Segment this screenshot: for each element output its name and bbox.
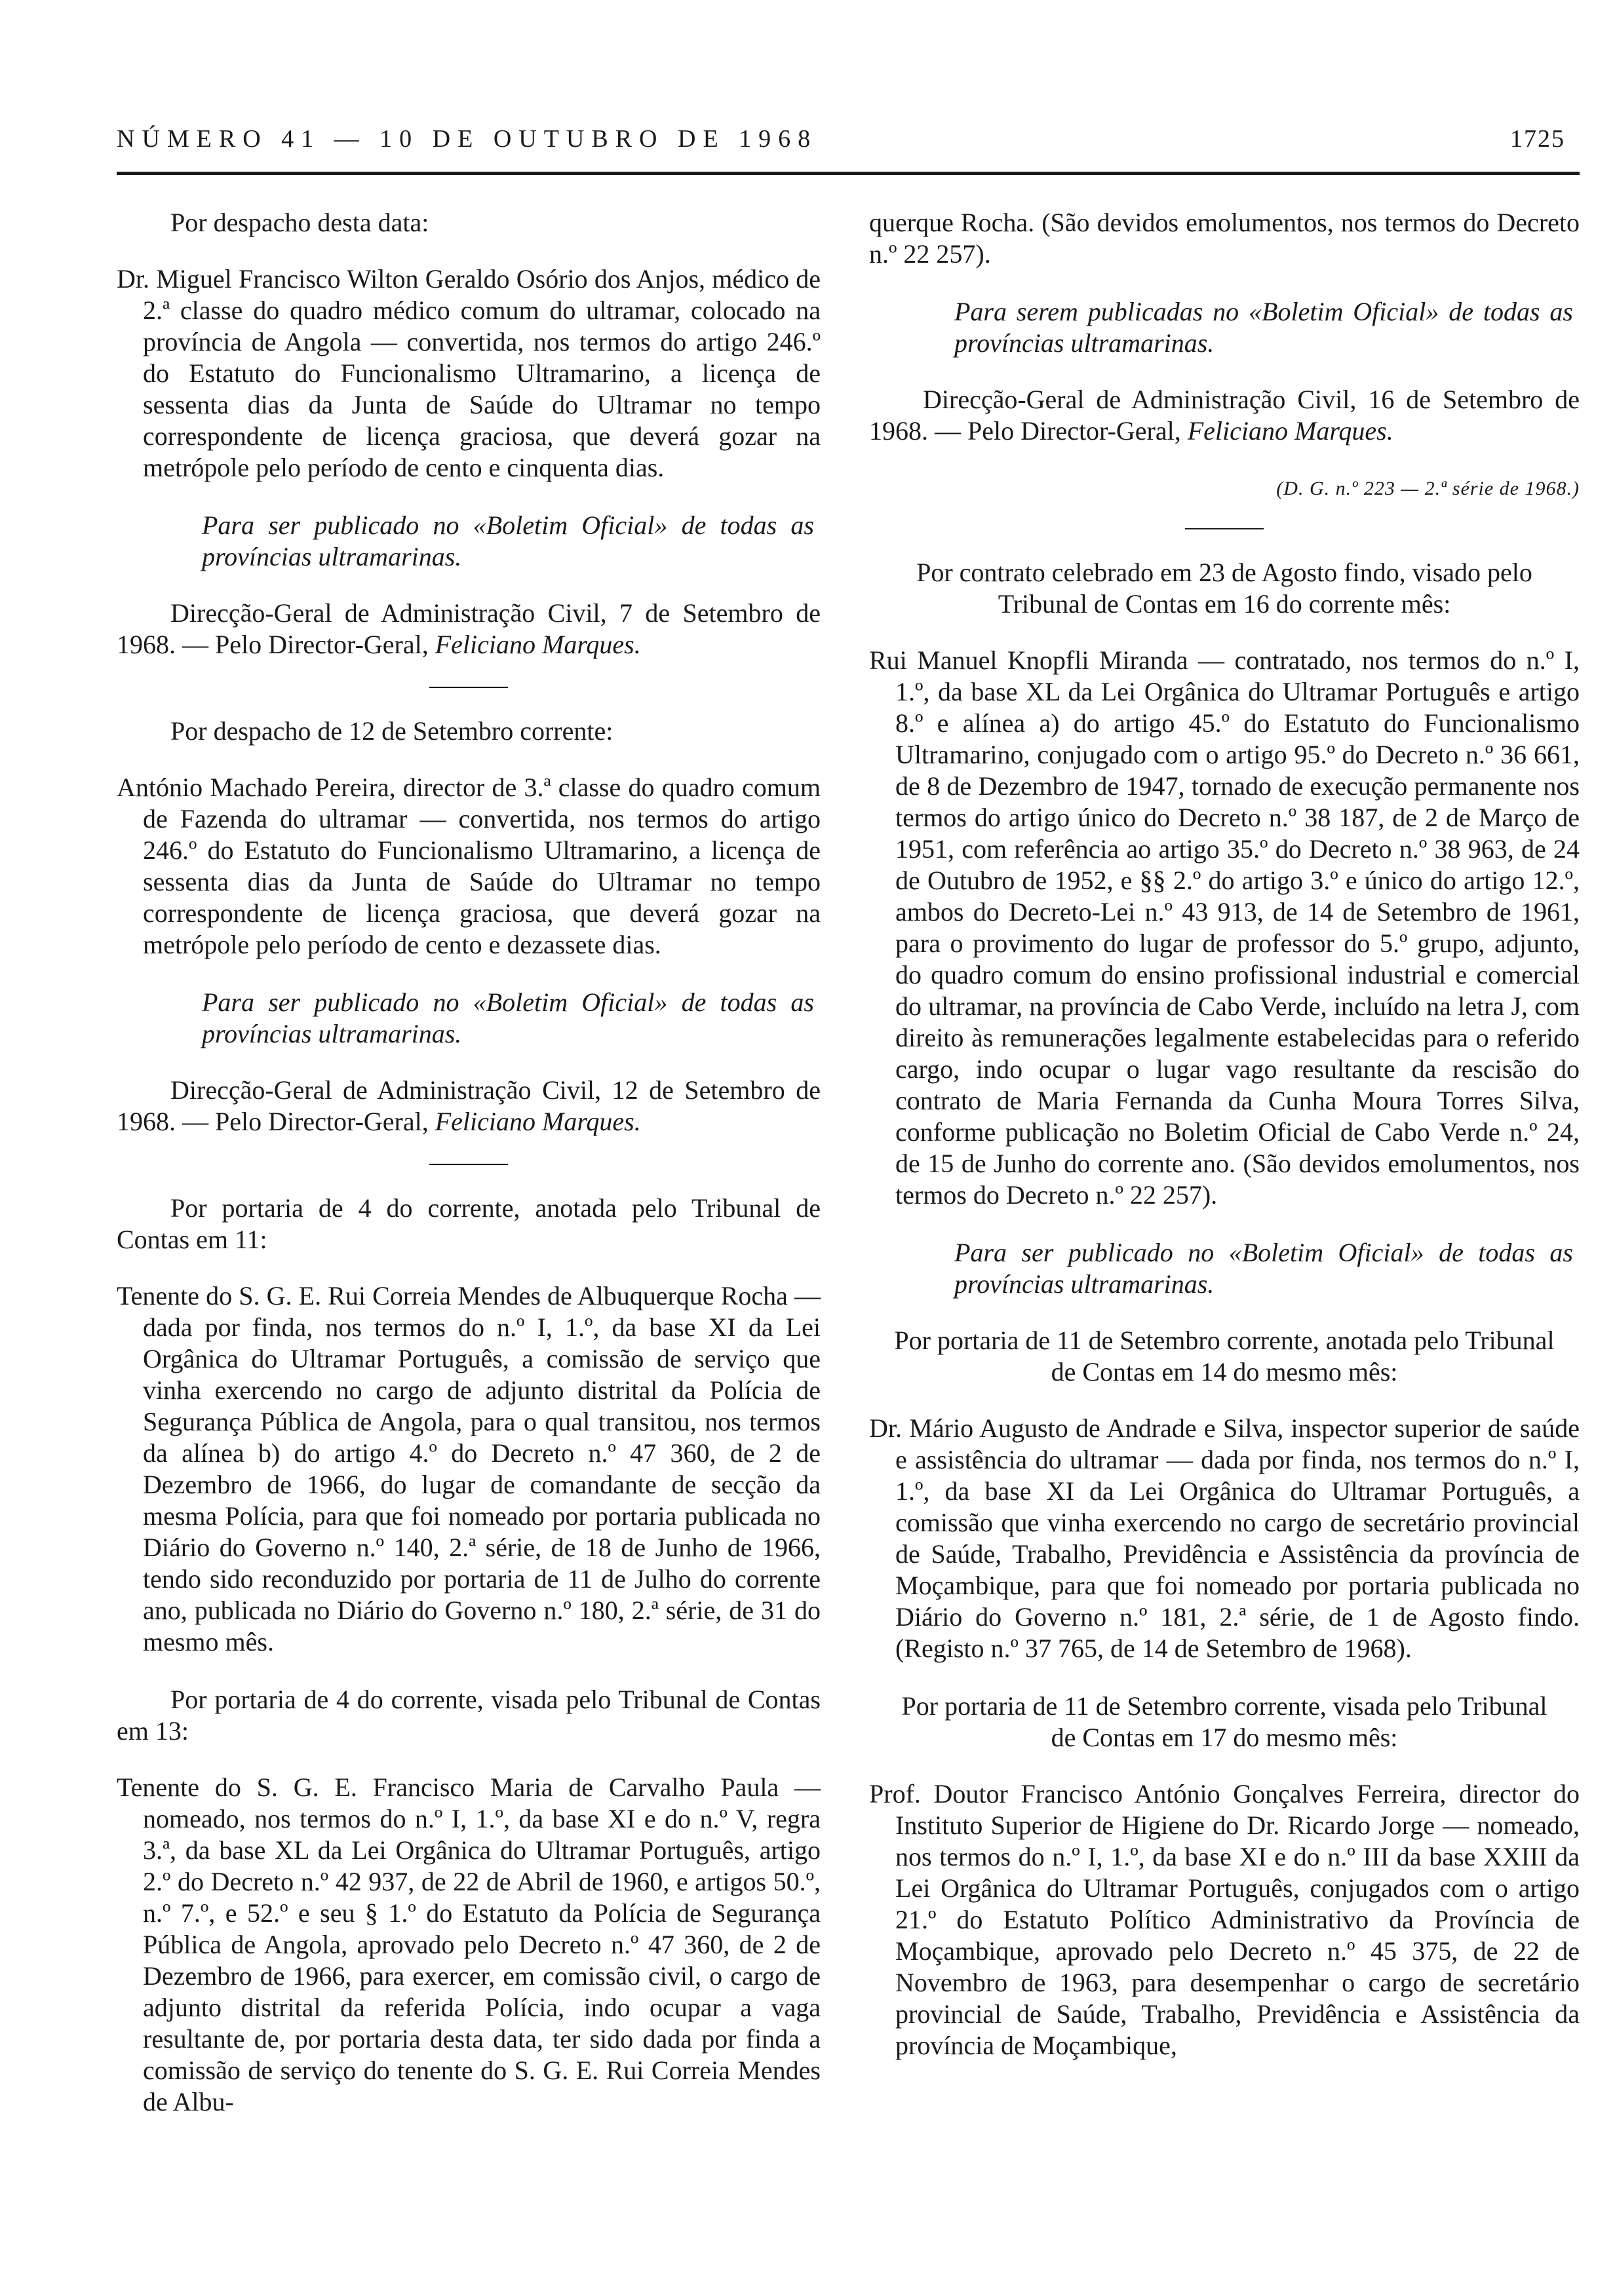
gazette-reference: (D. G. n.º 223 — 2.ª série de 1968.) (1276, 478, 1580, 499)
signature-line (117, 1075, 821, 1138)
section-separator (1185, 528, 1264, 529)
section-separator (429, 1164, 508, 1165)
signature-text: Direcção-Geral de Administração Civil, 12 de Setembro de 1968. — Pelo Director-Geral, (117, 1075, 821, 1136)
header-rule (117, 172, 1580, 175)
appointment-entry: Prof. Doutor Francisco António Gonçalves Ferreira, director do Instituto Superior de Higiene do Dr. Ricardo Jorge — nomeado, nos termos do n.º I, 1.º, da base XI e do n.º III da base XXIII da Lei Orgânica do Ultramar Português, conjugados com o artigo 21.º do Estatuto Político Administrativo da Província de Moçambique, aprovado pelo Decreto n.º 45 375, de 22 de Novembro de 1963, para desempenhar o cargo de secretário provincial de Saúde, Trabalho, Previdência e Assistência da província de Moçambique, (869, 1779, 1580, 2060)
signatory-name: Feliciano Marques. (435, 630, 641, 659)
section-intro: Por portaria de 11 de Setembro corrente, anotada pelo Tribunal de Contas em 14 do mesmo mês: (894, 1326, 1555, 1387)
publication-note: Para ser publicado no «Boletim Oficial» de todas as províncias ultramarinas. (202, 987, 814, 1048)
publication-note: Para ser publicado no «Boletim Oficial» de todas as províncias ultramarinas. (202, 510, 814, 571)
section-intro: Por portaria de 11 de Setembro corrente, visada pelo Tribunal de Contas em 17 do mesmo mês: (901, 1691, 1547, 1752)
section-intro: Por portaria de 4 do corrente, anotada pelo Tribunal de Contas em 11: (117, 1193, 821, 1254)
left-column (117, 207, 821, 2144)
appointment-entry: Tenente do S. G. E. Francisco Maria de Carvalho Paula — nomeado, nos termos do n.º I, 1.º, da base XI e do n.º V, regra 3.ª, da base XL da Lei Orgânica do Ultramar Português, artigo 2.º do Decreto n.º 42 937, de 22 de Abril de 1960, e artigos 50.º, n.º 7.º, e 52.º e seu § 1.º do Estatuto da Polícia de Segurança Pública de Angola, aprovado pelo Decreto n.º 47 360, de 2 de Dezembro de 1966, para exercer, em comissão civil, o cargo de adjunto distrital da referida Polícia, indo ocupar a vaga resultante de, por portaria desta data, ter sido dada por finda a comissão de serviço do tenente do S. G. E. Rui Correia Mendes de Albu- (117, 1772, 821, 2116)
signature-text: Direcção-Geral de Administração Civil, 7 de Setembro de 1968. — Pelo Director-Geral, (117, 598, 821, 659)
page-header (117, 123, 1565, 155)
appointment-entry: Rui Manuel Knopfli Miranda — contratado, nos termos do n.º I, 1.º, da base XL da Lei Orgânica do Ultramar Português e artigo 8.º e alínea a) do artigo 45.º do Estatuto do Funcionalismo Ultramarino, conjugado com o artigo 95.º do Decreto n.º 36 661, de 8 de Dezembro de 1947, tornado de execução permanente nos termos do artigo único do Decreto n.º 38 187, de 2 de Março de 1951, com referência ao artigo 35.º do Decreto n.º 38 963, de 24 de Outubro de 1952, e §§ 2.º do artigo 3.º e único do artigo 12.º, ambos do Decreto-Lei n.º 43 913, de 14 de Setembro de 1961, para o provimento do lugar de professor do 5.º grupo, adjunto, do quadro comum do ensino profissional industrial e comercial do ultramar, na província de Cabo Verde, incluído na letra J, com direito às remunerações legalmente estabelecidas para o referido cargo, indo ocupar o lugar vago resultante da rescisão do contrato de Maria Fernanda da Cunha Moura Torres Silva, conforme publicação no Boletim Oficial de Cabo Verde n.º 24, de 15 de Junho do corrente ano. (São devidos emolumentos, nos termos do Decreto n.º 22 257). (869, 645, 1580, 1210)
appointment-entry: Dr. Mário Augusto de Andrade e Silva, inspector superior de saúde e assistência do ultramar — dada por finda, nos termos do n.º I, 1.º, da base XI da Lei Orgânica do Ultramar Português, a comissão que vinha exercendo no cargo de secretário provincial de Saúde, Trabalho, Previdência e Assistência da província de Moçambique, para que foi nomeado por portaria publicada no Diário do Governo n.º 181, 2.ª série, de 1 de Agosto findo. (Registo n.º 37 765, de 14 de Setembro de 1968). (869, 1413, 1580, 1663)
signature-line (117, 598, 821, 660)
signature-text: Direcção-Geral de Administração Civil, 16 de Setembro de 1968. — Pelo Director-Geral, (869, 385, 1580, 446)
issue-title: NÚMERO 41 — 10 DE OUTUBRO DE 1968 (117, 125, 818, 153)
signatory-name: Feliciano Marques. (1187, 416, 1393, 446)
section-intro: Por despacho desta data: (170, 208, 429, 237)
continued-entry: querque Rocha. (São devidos emolumentos, nos termos do Decreto n.º 22 257). (869, 208, 1580, 269)
section-intro: Por contrato celebrado em 23 de Agosto findo, visado pelo Tribunal de Contas em 16 do corrente mês: (916, 558, 1532, 619)
section-intro: Por portaria de 4 do corrente, visada pelo Tribunal de Contas em 13: (117, 1685, 821, 1746)
appointment-entry: Tenente do S. G. E. Rui Correia Mendes de Albuquerque Rocha — dada por finda, nos termos do n.º I, 1.º, da base XI da Lei Orgânica do Ultramar Português, a comissão de serviço que vinha exercendo no cargo de adjunto distrital da Polícia de Segurança Pública de Angola, para o qual transitou, nos termos da alínea b) do artigo 4.º do Decreto n.º 47 360, de 2 de Dezembro de 1966, do lugar de comandante de secção da mesma Polícia, para que foi nomeado por portaria publicada no Diário do Governo n.º 140, 2.ª série, de 18 de Junho de 1966, tendo sido reconduzido por portaria de 11 de Julho do corrente ano, publicada no Diário do Governo n.º 180, 2.ª série, de 31 do mesmo mês. (117, 1281, 821, 1656)
signature-line (869, 384, 1580, 447)
right-column (869, 207, 1580, 2088)
publication-note: Para ser publicado no «Boletim Oficial» de todas as províncias ultramarinas. (954, 1238, 1573, 1299)
signatory-name: Feliciano Marques. (435, 1107, 641, 1136)
appointment-entry: Dr. Miguel Francisco Wilton Geraldo Osório dos Anjos, médico de 2.ª classe do quadro médico comum do ultramar, colocado na província de Angola — convertida, nos termos do artigo 246.º do Estatuto do Funcionalismo Ultramarino, a licença de sessenta dias da Junta de Saúde do Ultramar no tempo correspondente de licença graciosa, que deverá gozar na metrópole pelo período de cento e cinquenta dias. (117, 264, 821, 482)
page-number: 1725 (1510, 125, 1565, 153)
appointment-entry: António Machado Pereira, director de 3.ª classe do quadro comum de Fazenda do ultramar — convertida, nos termos do artigo 246.º do Estatuto do Funcionalismo Ultramarino, a licença de sessenta dias da Junta de Saúde do Ultramar no tempo correspondente de licença graciosa, que deverá gozar na metrópole pelo período de cento e dezassete dias. (117, 773, 821, 959)
publication-note: Para serem publicadas no «Boletim Oficial» de todas as províncias ultramarinas. (954, 297, 1573, 358)
section-intro: Por despacho de 12 de Setembro corrente: (170, 716, 613, 746)
section-separator (429, 687, 508, 688)
